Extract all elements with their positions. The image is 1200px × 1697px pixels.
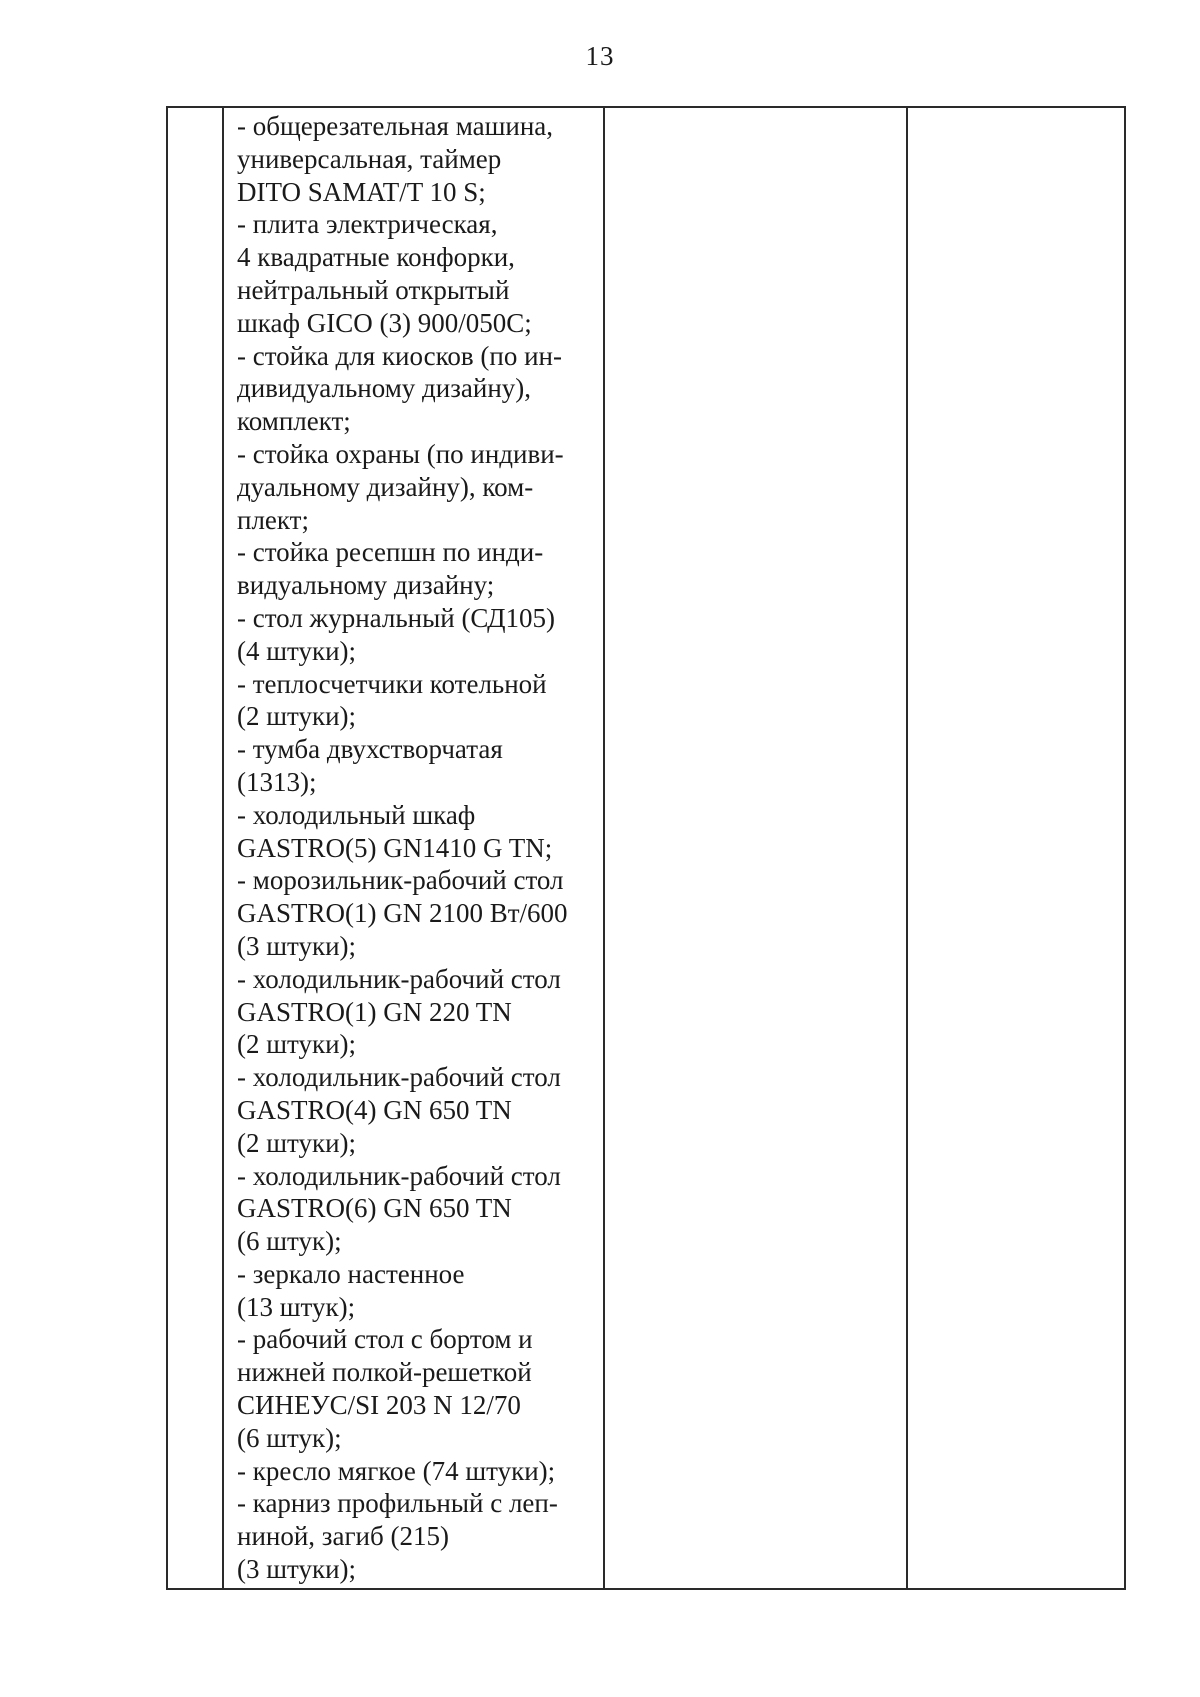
list-line: нижней полкой-решеткой <box>237 1357 532 1388</box>
list-line: GASTRO(4) GN 650 TN <box>237 1094 512 1125</box>
list-line: - стойка ресепшн по инди- <box>237 537 544 568</box>
equipment-list-cell <box>237 110 597 1586</box>
list-line: 4 квадратные конфорки, <box>237 242 515 273</box>
list-line: GASTRO(5) GN1410 G TN; <box>237 832 553 863</box>
list-line: плект; <box>237 504 309 535</box>
list-line: - карниз профильный с леп- <box>237 1488 558 1519</box>
list-line: GASTRO(6) GN 650 TN <box>237 1193 512 1224</box>
equipment-table <box>166 106 1126 1590</box>
list-line: DITO SAMAT/T 10 S; <box>237 176 486 207</box>
list-line: (3 штуки); <box>237 1554 357 1585</box>
list-line: - общерезательная машина, <box>237 111 553 141</box>
list-line: (6 штук); <box>237 1226 342 1257</box>
list-line: (2 штуки); <box>237 1127 357 1158</box>
list-line: шкаф GICO (3) 900/050C; <box>237 307 532 338</box>
list-line: (2 штуки); <box>237 701 357 732</box>
list-line: (2 штуки); <box>237 1029 357 1060</box>
list-line: нейтральный открытый <box>237 274 510 305</box>
column-divider <box>222 108 224 1588</box>
list-line: - рабочий стол с бортом и <box>237 1324 533 1355</box>
column-divider <box>603 108 605 1588</box>
page-number: 13 <box>585 41 615 71</box>
list-line: ниной, загиб (215) <box>237 1521 449 1552</box>
list-line: - стойка охраны (по индиви- <box>237 438 564 469</box>
list-line: (4 штуки); <box>237 635 357 666</box>
list-line: - кресло мягкое (74 штуки); <box>237 1455 556 1486</box>
list-line: дуальному дизайну), ком- <box>237 471 534 502</box>
list-line: (13 штук); <box>237 1291 356 1322</box>
list-line: СИНЕУС/SI 203 N 12/70 <box>237 1390 521 1421</box>
list-line: универсальная, таймер <box>237 143 502 174</box>
list-line: - стойка для киосков (по ин- <box>237 340 562 371</box>
list-line: GASTRO(1) GN 220 TN <box>237 996 512 1027</box>
list-line: - холодильник-рабочий стол <box>237 1160 561 1191</box>
list-line: - морозильник-рабочий стол <box>237 865 564 896</box>
list-line: - холодильник-рабочий стол <box>237 1062 561 1093</box>
column-divider <box>906 108 908 1588</box>
list-line: (1313); <box>237 766 317 797</box>
list-line: - холодильный шкаф <box>237 799 476 830</box>
list-line: (3 штуки); <box>237 930 357 961</box>
list-line: GASTRO(1) GN 2100 Вт/600 <box>237 898 568 929</box>
list-line: - теплосчетчики котельной <box>237 668 547 699</box>
list-line: - зеркало настенное <box>237 1258 465 1289</box>
list-line: (6 штук); <box>237 1422 342 1453</box>
list-line: видуальному дизайну; <box>237 570 495 601</box>
list-line: дивидуальному дизайну), <box>237 373 532 404</box>
list-line: комплект; <box>237 406 351 437</box>
list-line: - стол журнальный (СД105) <box>237 602 556 633</box>
list-line: - холодильник-рабочий стол <box>237 963 561 994</box>
list-line: - тумба двухстворчатая <box>237 734 503 765</box>
list-line: - плита электрическая, <box>237 209 498 240</box>
